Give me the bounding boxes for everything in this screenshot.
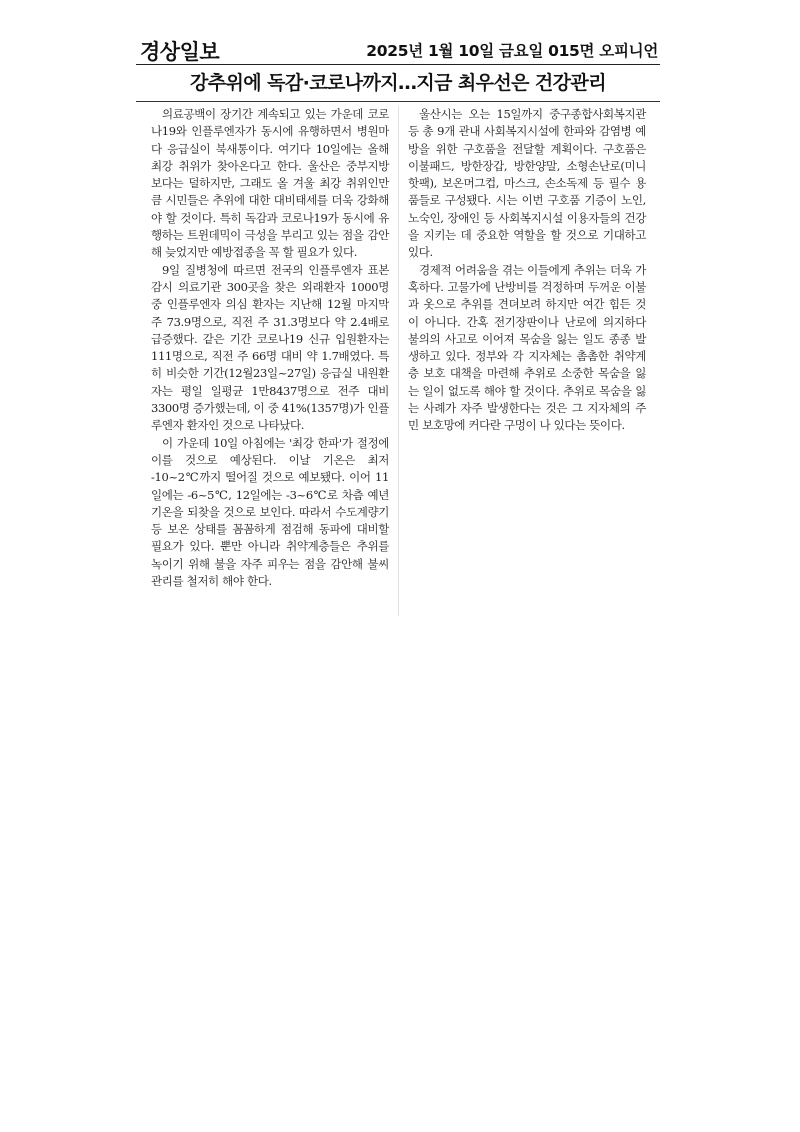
issue-date-page-section: 2025년 1월 10일 금요일 015면 오피니언 bbox=[366, 42, 658, 60]
article-column-left bbox=[151, 106, 389, 590]
article-headline: 강추위에 독감·코로나까지…지금 최우선은 건강관리 bbox=[136, 68, 660, 102]
article-paragraph: 이 가운데 10일 아침에는 '최강 한파'가 절정에 이를 것으로 예상된다. 이날 기온은 최저 -10~2℃까지 떨어질 것으로 예보됐다. 이어 11일에는 -6~5℃, 12일에는 -3~6℃로 차츰 예년 기온을 되찾을 것으로 보인다. 따라서 수도계량기 등 보온 상태를 꼼꼼하게 점검해 동파에 대비할 필요가 있다. 뿐만 아니라 취약계층들은 추위를 녹이기 위해 불을 자주 피우는 점을 감안해 불씨 관리를 철저히 해야 한다. bbox=[151, 435, 389, 589]
article-paragraph: 의료공백이 장기간 계속되고 있는 가운데 코로나19와 인플루엔자가 동시에 유행하면서 병원마다 응급실이 북새통이다. 여기다 10일에는 올해 최강 취위가 찾아온다고 한다. 울산은 중부지방 보다는 덜하지만, 그래도 올 겨울 최강 취위인만큼 시민들은 추위에 대한 대비태세를 더욱 강화해야 할 것이다. 특히 독감과 코로나19가 동시에 유행하는 트윈데믹이 극성을 부리고 있는 점을 감안해 늦었지만 예방접종을 꼭 할 필요가 있다. bbox=[151, 107, 389, 260]
article-paragraph: 경제적 어려움을 겪는 이들에게 추위는 더욱 가혹하다. 고물가에 난방비를 걱정하며 두꺼운 이불과 옷으로 추위를 견뎌보려 하지만 여간 힘든 것이 아니다. 간혹 전기장판이나 난로에 의지하다 불의의 사고로 이어져 목숨을 잃는 일도 종종 발생하고 있다. 정부와 각 지자체는 촘촘한 취약계층 보호 대책을 마련해 추위로 소중한 목숨을 잃는 일이 없도록 해야 할 것이다. 추위로 목숨을 잃는 사례가 자주 발생한다는 것은 그 지자체의 주민 보호망에 커다란 구멍이 나 있다는 뜻이다. bbox=[408, 262, 646, 433]
newspaper-name: 경상일보 bbox=[140, 40, 220, 64]
article-paragraph: 울산시는 오는 15일까지 중구종합사회복지관 등 총 9개 관내 사회복지시설에 한파와 감염병 예방을 위한 구호품을 전달할 계획이다. 구호품은 이불패드, 방한장갑, 방한양말, 소형손난로(미니핫팩), 보온머그컵, 마스크, 손소독제 등 필수 용품들로 구성됐다. 시는 이번 구호품 기증이 노인, 노숙인, 장애인 등 사회복지시설 이용자들의 건강을 지키는 데 중요한 역할을 할 것으로 기대하고 있다. bbox=[408, 107, 646, 260]
column-divider bbox=[398, 106, 399, 616]
article-paragraph: 9일 질병청에 따르면 전국의 인플루엔자 표본감시 의료기관 300곳을 찾은 외래환자 1000명 중 인플루엔자 의심 환자는 지난해 12월 마지막 주 73.9명으로, 직전 주 31.3명보다 약 2.4배로 급증했다. 같은 기간 코로나19 신규 입원환자는 111명으로, 직전 주 66명 대비 약 1.7배였다. 특히 비슷한 기간(12월23일~27일) 응급실 내원환자는 평일 일평균 1만8437명으로 전주 대비 3300명 증가했는데, 이 중 41%(1357명)가 인플루엔자 환자인 것으로 나타났다. bbox=[151, 262, 389, 433]
article-column-right bbox=[408, 106, 646, 435]
masthead bbox=[136, 34, 660, 65]
